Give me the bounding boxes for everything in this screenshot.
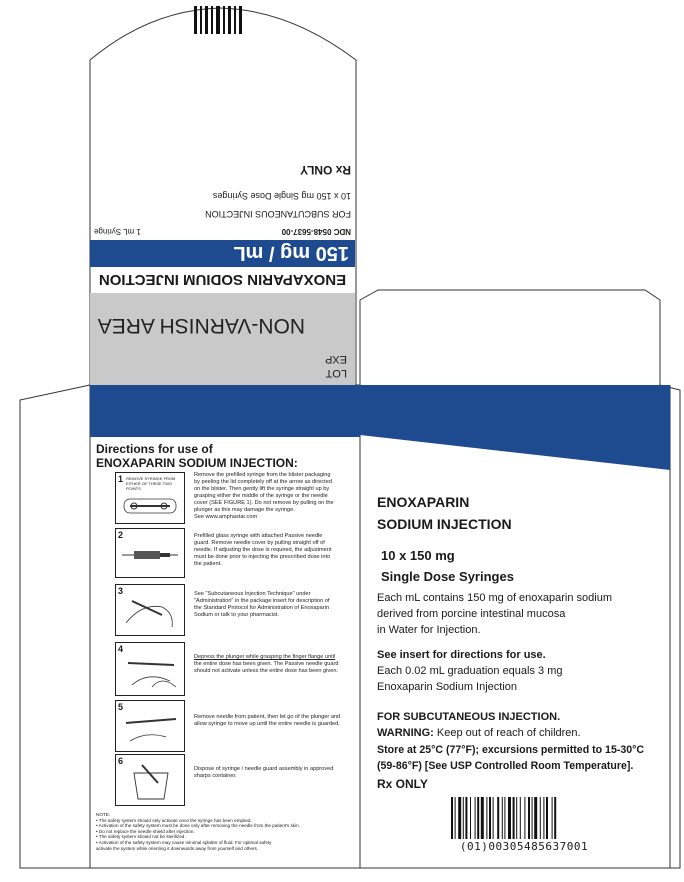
non-varnish-area — [90, 293, 355, 385]
barcode-bar — [546, 797, 548, 839]
top-barcode — [194, 6, 244, 34]
flap-route: FOR SUBCUTANEOUS INJECTION — [205, 209, 351, 219]
warning-text: Keep out of reach of children. — [436, 727, 581, 739]
barcode-bar — [528, 797, 530, 839]
barcode-bar — [455, 797, 456, 839]
front-storage-line1: Store at 25°C (77°F); excursions permitted to 15-30°C — [377, 744, 645, 756]
step-6-number: 6 — [118, 756, 124, 766]
step-3-text: See "Subcutaneous Injection Technique" under "Administration" in the package insert for description of the Standard Protocol for Administration of Enoxaparin Sodium or talk to your pharmacist. — [194, 591, 330, 618]
step-4-number: 4 — [118, 644, 124, 654]
directions-title-line2: ENOXAPARIN SODIUM INJECTION: — [96, 456, 298, 470]
note-item: • The safety system should only activate once the syringe has been emptied. — [96, 817, 252, 823]
non-varnish-text: NON-VARNISH AREA — [97, 314, 305, 337]
step-2-number: 2 — [118, 530, 124, 540]
barcode-bar — [520, 797, 521, 839]
front-route: FOR SUBCUTANEOUS INJECTION. — [377, 711, 561, 723]
front-description-line3: in Water for Injection. — [377, 624, 481, 636]
note-item: • Activation of the safety system may cause minimal splatter of fluid. For optimal safety — [96, 839, 272, 845]
top-flap-panel — [90, 135, 355, 385]
barcode-bar — [497, 797, 499, 839]
front-graduation-line2: Enoxaparin Sodium Injection — [377, 681, 518, 693]
barcode-bar — [516, 797, 517, 839]
flap-strength: 150 mg / mL — [233, 242, 349, 264]
step-2-text: Prefilled glass syringe with attached Passive needle guard. Remove needle cover by pulling straight off of needle. If adjusting the dose is required, the adjustment must be done prior to injecting the prescribed dose into the patient. — [194, 533, 332, 567]
front-quantity-line2: Single Dose Syringes — [381, 569, 514, 584]
note-item: • Do not replace the needle shield after injection. — [96, 828, 195, 834]
step-1-text: Remove the prefilled syringe from the blister packaging by peeling the lid completely off at the arrow as directed on the blister. Then gently lift the syringe straight up by grasping either the middle of the syringe or the needle cover (SEE FIGURE 1). Do not remove by pulling on the plunger as this may damage the syringe. See www.amphastar.com — [194, 472, 334, 520]
barcode-bar — [486, 797, 487, 839]
flap-strength-band — [90, 240, 355, 267]
front-quantity-line1: 10 x 150 mg — [381, 548, 455, 563]
barcode-bar — [458, 797, 461, 839]
barcode-bar — [540, 797, 541, 839]
step-4-text: Depress the plunger while grasping the finger flange until the entire dose has been given. The Passive needle guard should not activate unless the entire dose has been given. — [194, 654, 339, 674]
note-item: activate the system while orienting it downwards away from yourself and others. — [96, 845, 259, 851]
barcode-bar — [477, 797, 479, 839]
step-5-number: 5 — [118, 702, 124, 712]
front-product-name-line1: ENOXAPARIN — [377, 494, 470, 510]
front-rx-only: Rx ONLY — [377, 777, 428, 791]
right-blue-band — [360, 385, 670, 475]
note-item: • The safety system should not be sterilized. — [96, 834, 186, 840]
barcode-bar — [489, 797, 491, 839]
barcode-bar — [465, 797, 467, 839]
barcode-bar — [504, 797, 505, 839]
barcode-bar — [543, 797, 544, 839]
barcode-bar — [552, 797, 553, 839]
safety-notes — [96, 812, 354, 851]
front-storage-line2: (59-86°F) [See USP Controlled Room Temperature]. — [377, 760, 634, 772]
exp-label: EXP — [324, 353, 347, 365]
remove-needle-icon — [122, 709, 180, 747]
flap-rx-only: Rx ONLY — [300, 163, 351, 177]
barcode-bar — [451, 797, 453, 839]
step-6-figure — [115, 754, 185, 806]
barcode-bar — [475, 797, 476, 839]
notes-title: NOTE: — [96, 812, 111, 817]
barcode-bar — [508, 797, 511, 839]
front-description-line2: derived from porcine intestinal mucosa — [377, 608, 566, 620]
step-1-caption: REMOVE SYRINGE FROM EITHER OF THESE TWO POINTS — [126, 476, 176, 491]
front-warning — [377, 727, 581, 739]
syringe-blister-icon — [122, 493, 180, 519]
flap-product-name: ENOXAPARIN SODIUM INJECTION — [98, 271, 347, 288]
barcode-bar — [554, 797, 556, 839]
step-4-figure — [115, 642, 185, 696]
barcode-bar — [534, 797, 537, 839]
sharps-container-icon — [128, 761, 174, 801]
step-1-figure — [115, 472, 185, 524]
syringe-icon — [120, 543, 180, 567]
step-6-text: Dispose of syringe / needle guard assembly in approved sharps container. — [194, 766, 334, 779]
barcode-bar — [532, 797, 533, 839]
directions-title-line1: Directions for use of — [96, 442, 213, 456]
flap-pack-description: 10 x 150 mg Single Dose Syringes — [212, 191, 351, 201]
lot-label: LOT — [325, 367, 347, 379]
front-graduation-line1: Each 0.02 mL graduation equals 3 mg — [377, 665, 563, 677]
step-1-number: 1 — [118, 474, 124, 484]
depress-plunger-icon — [122, 651, 180, 691]
step-5-text: Remove needle from patient, then let go of the plunger and allow syringe to move up until the entire needle is guarded. — [194, 714, 341, 727]
step-3-number: 3 — [118, 586, 124, 596]
step-3-figure — [115, 584, 185, 636]
injection-hand-icon — [122, 593, 180, 631]
barcode-number: (01)00305485637001 — [459, 840, 589, 853]
step-5-figure — [115, 700, 185, 752]
front-description-line1: Each mL contains 150 mg of enoxaparin sodium — [377, 592, 613, 604]
note-item: • Activation of the safety system must be done only after removing the needle from the patient's skin. — [96, 823, 300, 829]
barcode-bar — [481, 797, 484, 839]
barcode-bar — [502, 797, 503, 839]
front-insert-note: See insert for directions for use. — [377, 649, 546, 661]
flap-syringe-volume: 1 mL Syringe — [94, 227, 141, 236]
barcode-bar — [524, 797, 525, 839]
barcode-bar — [463, 797, 464, 839]
flap-ndc: NDC 0548-5637-00 — [281, 227, 351, 236]
barcode-bar — [470, 797, 471, 839]
warning-label: WARNING: — [377, 727, 434, 739]
front-barcode — [449, 797, 599, 839]
barcode-bar — [493, 797, 494, 839]
front-product-name-line2: SODIUM INJECTION — [377, 516, 512, 532]
barcode-bar — [513, 797, 515, 839]
step-2-figure — [115, 528, 185, 578]
left-blue-band — [90, 385, 360, 437]
